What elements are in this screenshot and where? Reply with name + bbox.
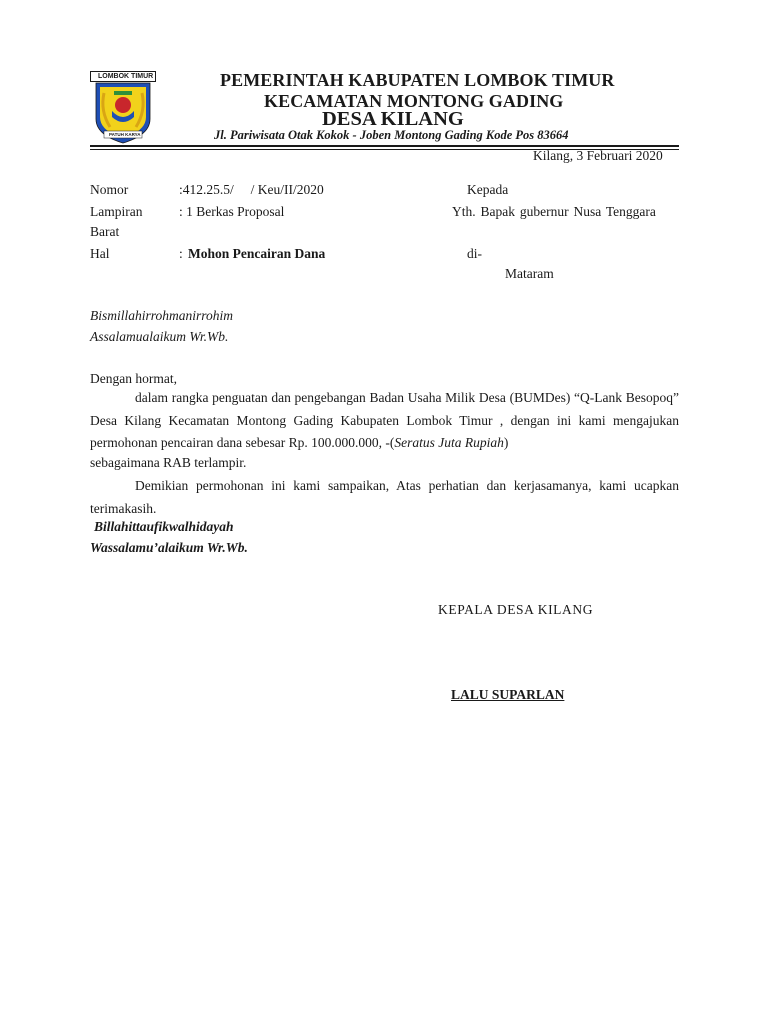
emblem-title: LOMBOK TIMUR bbox=[98, 73, 154, 80]
recipient-di: di- bbox=[467, 246, 482, 261]
letterhead-village: DESA KILANG bbox=[322, 108, 464, 130]
recipient-city: Mataram bbox=[505, 266, 554, 281]
recipient-name: Yth. Bapak gubernur Nusa Tenggara bbox=[452, 204, 656, 219]
body-paragraph-1-close: ) bbox=[503, 435, 509, 450]
letter-date: Kilang, 3 Februari 2020 bbox=[533, 148, 663, 163]
hal-label: Hal bbox=[90, 246, 110, 261]
lampiran-continuation: Barat bbox=[90, 224, 120, 239]
body-paragraph-1 bbox=[90, 387, 679, 455]
emblem-motto: PATUH KARYA bbox=[109, 132, 141, 137]
closing-wassalam: Wassalamu’alaikum Wr.Wb. bbox=[90, 540, 248, 555]
body-paragraph-2: Demikian permohonan ini kami sampaikan, Atas perhatian dan kerjasamanya, kami ucapkan terimakasih. bbox=[90, 478, 679, 516]
letterhead-address: Jl. Pariwisata Otak Kokok - Joben Montong Gading Kode Pos 83664 bbox=[214, 128, 569, 142]
lombok-timur-emblem bbox=[90, 71, 156, 145]
letterhead-divider bbox=[90, 145, 679, 147]
bismillah: Bismillahirrohmanirrohim bbox=[90, 308, 234, 323]
salam: Assalamualaikum Wr.Wb. bbox=[90, 329, 229, 344]
recipient-kepada: Kepada bbox=[467, 182, 509, 197]
nomor-value: :412.25.5/ / Keu/II/2020 bbox=[179, 182, 324, 197]
salutation: Dengan hormat, bbox=[90, 371, 177, 386]
body-paragraph-1-end: sebagaimana RAB terlampir. bbox=[90, 455, 247, 470]
hal-colon: : bbox=[179, 246, 183, 261]
signatory-name: LALU SUPARLAN bbox=[451, 687, 565, 702]
nomor-label: Nomor bbox=[90, 182, 129, 197]
letterhead-district: KECAMATAN MONTONG GADING bbox=[264, 91, 564, 111]
signatory-title: KEPALA DESA KILANG bbox=[438, 602, 594, 617]
body-paragraph-1-text: dalam rangka penguatan dan pengebangan Badan Usaha Milik Desa (BUMDes) “Q-Lank Besopoq” Desa Kilang Kecamatan Montong Gading Kabupaten Lombok Timur , dengan ini kami mengajukan permohonan pencairan dana sebesar Rp. 100.000.000, -( bbox=[90, 390, 679, 450]
lampiran-value: : 1 Berkas Proposal bbox=[179, 204, 285, 219]
letterhead-regency: PEMERINTAH KABUPATEN LOMBOK TIMUR bbox=[220, 70, 615, 90]
hal-value: Mohon Pencairan Dana bbox=[188, 246, 326, 261]
lampiran-label: Lampiran bbox=[90, 204, 143, 219]
amount-in-words: Seratus Juta Rupiah bbox=[394, 435, 504, 450]
closing-billahi: Billahittaufikwalhidayah bbox=[94, 519, 234, 534]
